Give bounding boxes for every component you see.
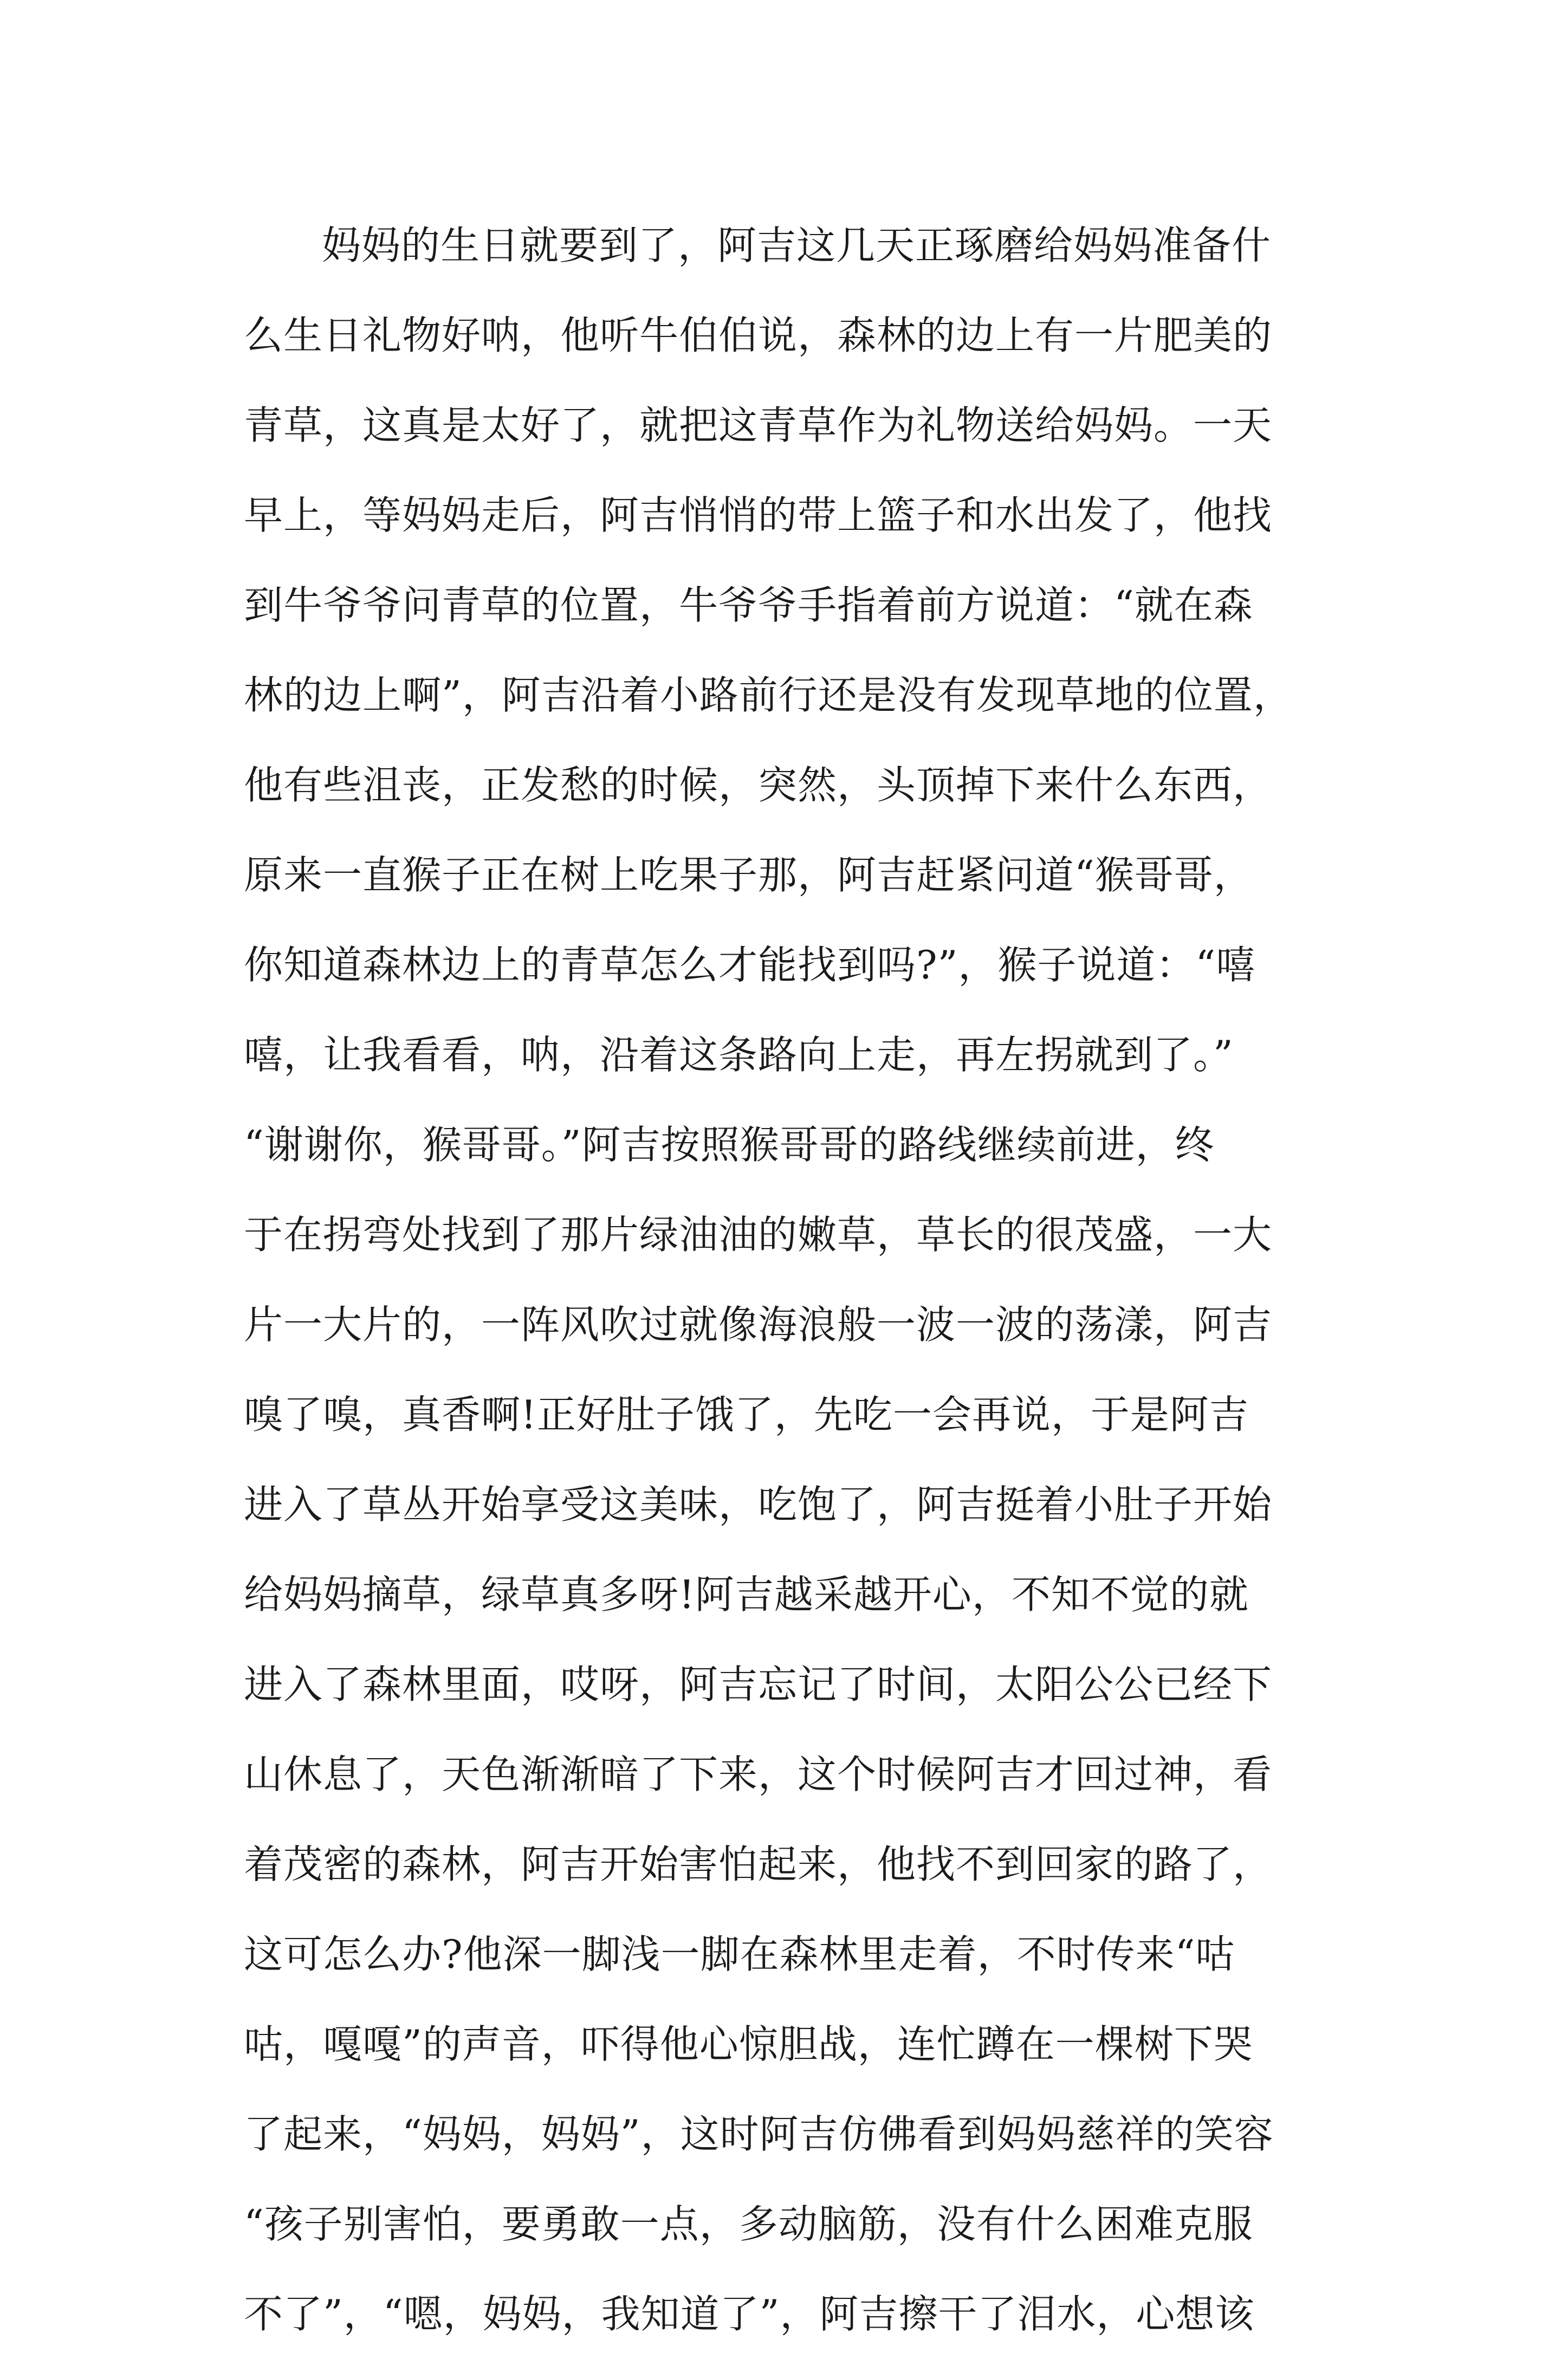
text-line-7: 他有些沮丧，正发愁的时候，突然，头顶掉下来什么东西，: [244, 762, 1273, 808]
text-line-3: 青草，这真是太好了，就把这青草作为礼物送给妈妈。一天: [244, 403, 1273, 448]
text-line-2: 么生日礼物好呐，他听牛伯伯说，森林的边上有一片肥美的: [244, 313, 1273, 358]
text-line-1: 妈妈的生日就要到了，阿吉这几天正琢磨给妈妈准备什: [322, 223, 1272, 268]
text-line-19: 着茂密的森林，阿吉开始害怕起来，他找不到回家的路了，: [244, 1842, 1273, 1887]
text-line-23: “孩子别害怕，要勇敢一点，多动脑筋，没有什么困难克服: [244, 2201, 1253, 2247]
text-line-18: 山休息了，天色渐渐暗了下来，这个时候阿吉才回过神，看: [244, 1752, 1273, 1797]
text-line-6: 林的边上啊”，阿吉沿着小路前行还是没有发现草地的位置，: [244, 672, 1293, 718]
text-line-21: 咕，嘎嘎”的声音，吓得他心惊胆战，连忙蹲在一棵树下哭: [244, 2021, 1253, 2067]
text-line-16: 给妈妈摘草，绿草真多呀!阿吉越采越开心，不知不觉的就: [244, 1572, 1249, 1617]
text-line-24: 不了”，“嗯，妈妈，我知道了”，阿吉擦干了泪水，心想该: [244, 2291, 1255, 2337]
text-line-9: 你知道森林边上的青草怎么才能找到吗?”，猴子说道：“嘻: [244, 942, 1256, 988]
text-line-14: 嗅了嗅，真香啊!正好肚子饿了，先吃一会再说，于是阿吉: [244, 1392, 1249, 1437]
text-line-8: 原来一直猴子正在树上吃果子那，阿吉赶紧问道“猴哥哥，: [244, 852, 1253, 898]
text-line-10: 嘻，让我看看，呐，沿着这条路向上走，再左拐就到了。”: [244, 1032, 1234, 1078]
text-line-4: 早上，等妈妈走后，阿吉悄悄的带上篮子和水出发了，他找: [244, 492, 1273, 538]
text-line-13: 片一大片的，一阵风吹过就像海浪般一波一波的荡漾，阿吉: [244, 1302, 1273, 1347]
story-paragraph: [244, 200, 1327, 2359]
text-line-5: 到牛爷爷问青草的位置，牛爷爷手指着前方说道：“就在森: [244, 582, 1253, 628]
text-line-17: 进入了森林里面，哎呀，阿吉忘记了时间，太阳公公已经下: [244, 1662, 1273, 1707]
text-line-22: 了起来，“妈妈，妈妈”，这时阿吉仿佛看到妈妈慈祥的笑容: [244, 2111, 1274, 2157]
text-line-11: “谢谢你，猴哥哥。”阿吉按照猴哥哥的路线继续前进，终: [244, 1122, 1215, 1168]
text-line-15: 进入了草丛开始享受这美味，吃饱了，阿吉挺着小肚子开始: [244, 1482, 1273, 1527]
text-line-20: 这可怎么办?他深一脚浅一脚在森林里走着，不时传来“咕: [244, 1932, 1235, 1977]
text-line-12: 于在拐弯处找到了那片绿油油的嫩草，草长的很茂盛，一大: [244, 1212, 1273, 1258]
